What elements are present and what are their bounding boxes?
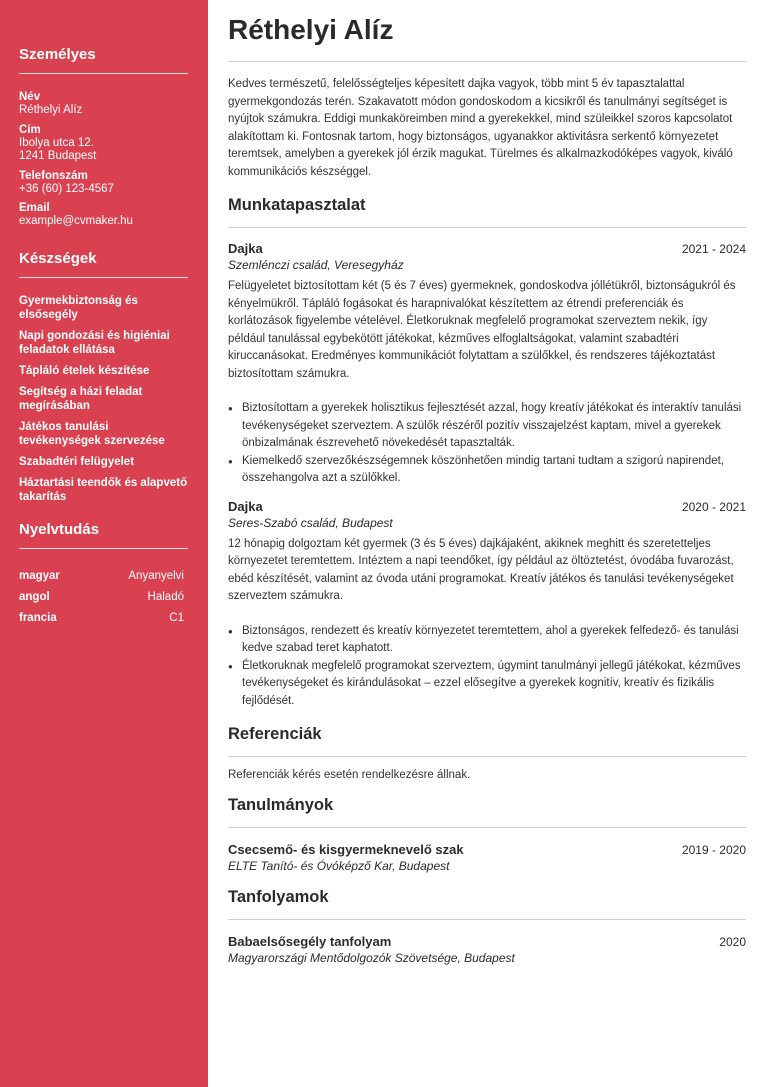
achievement-item: ● Biztosítottam a gyerekek holisztikus fejlesztését azzal, hogy kreatív játékokat és interaktív tanulási tevékenységeket szerveztem. A szülők részéről pozitív visszajelzést kaptam, mivel a gyerekek önbizalmának észrevehető növekedését tapasztalták. (228, 400, 746, 453)
main-content (228, 0, 746, 965)
references-section-title: Referenciák (228, 725, 746, 757)
address-line-1: Ibolya utca 12. (19, 136, 94, 149)
page-title: Réthelyi Alíz (228, 13, 746, 62)
achievement-item: ● Biztonságos, rendezett és kreatív környezetet teremtettem, ahol a gyerekek felfedező- és tanulási kedve szabad teret kaphatott. (228, 623, 746, 658)
references-text: Referenciák kérés esetén rendelkezésre állnak. (228, 769, 471, 781)
job-title: Dajka (228, 241, 263, 256)
job-employer: Szemlénczi család, Veresegyház (228, 258, 404, 272)
job-description: 12 hónapig dolgoztam két gyermek (3 és 5 éves) dajkájaként, akiknek meghitt és szeretetteljes környezetet teremtettem. Intéztem a napi teendőket, így például az öltöztetést, óvodába fuvarozást, ebéd készítését, valamint az óvoda utáni programokat. Kreatív játékos és tanulási tevékenységeket szerveztem számukra. (228, 537, 734, 602)
course-entry (228, 934, 746, 965)
job-date: 2021 - 2024 (681, 242, 746, 256)
skills-list (19, 294, 188, 504)
language-row (19, 611, 188, 625)
language-row (19, 569, 188, 583)
courses-section-title: Tanfolyamok (228, 888, 746, 920)
language-name: angol (19, 590, 50, 603)
address-line-2: 1241 Budapest (19, 150, 97, 162)
skill-item: Gyermekbiztonság és elsősegély (19, 294, 138, 321)
experience-section-title: Munkatapasztalat (228, 196, 746, 228)
name-value: Réthelyi Alíz (19, 104, 83, 116)
job-entry (228, 499, 746, 711)
skill-item: Szabadtéri felügyelet (19, 455, 135, 468)
language-name: francia (19, 611, 57, 624)
skill-item: Segítség a házi feladat megírásában (19, 385, 143, 412)
profile-summary: Kedves természetű, felelősségteljes képesített dajka vagyok, több mint 5 év tapasztalattal gyermekgondozás terén. Szakavatott módon gondoskodom a kicsikről és tanulmányi segítséget is nyújtok számukra. Eddigi munkaköreimben mind a gyerekekkel, mind szüleikkel szoros kapcsolatot alakítottam ki. Fontosnak tartom, hogy biztonságos, ugyanakkor aktivitásra serkentő környezetet teremtsek, amelyben a gyerekek jól érzik magukat. Türelmes és alkalmazkodóképes vagyok, kiváló kommunikációs készséggel. (228, 78, 733, 178)
achievement-item: ● Kiemelkedő szervezőkészségemnek köszönhetően mindig tartani tudtam a szigorú napirendet, összehangolva azt a szülőkkel. (228, 453, 746, 488)
personal-info (19, 91, 188, 229)
phone-value: +36 (60) 123-4567 (19, 182, 114, 195)
personal-section-title: Személyes (19, 0, 188, 74)
name-label: Név (19, 91, 41, 103)
achievement-item: ● Életkoruknak megfelelő programokat szerveztem, úgymint tanulmányi jellegű játékokat, kézműves tevékenységeket és kirándulásokat – ezzel elősegítve a gyerekek kognitív, kreatív és fizikális fejlődését. (228, 658, 746, 711)
skill-item: Napi gondozási és higiéniai feladatok ellátása (19, 329, 170, 356)
job-description: Felügyeletet biztosítottam két (5 és 7 éves) gyermeknek, gondoskodva jóllétükről, biztonságukról és kényelmükről. Tápláló fogásokat és harapnivalókat készítettem az étrendi preferenciák és korlátozások figyelembe vételével. Életkoruknak megfelelő programokat szerveztem nekik, így például tanulással egybekötött játékokat, kézműves elfoglaltságokat, valamint szabadtéri kiruccanásokat. Eredményes kommunikációt folytattam a szülőkkel, és rendszeres tájékoztatást biztosítottam számukra. (228, 280, 736, 380)
languages-section-title: Nyelvtudás (19, 521, 188, 549)
language-level: Anyanyelvi (128, 569, 184, 582)
skill-item: Háztartási teendők és alapvető takarítás (19, 476, 188, 503)
course-title: Babaelsősegély tanfolyam (228, 934, 392, 949)
language-row (19, 590, 188, 604)
language-name: magyar (19, 569, 60, 582)
education-institution: ELTE Tanító- és Óvóképző Kar, Budapest (228, 859, 450, 873)
job-date: 2020 - 2021 (681, 499, 746, 514)
education-title: Csecsemő- és kisgyermeknevelő szak (228, 842, 464, 857)
sidebar (0, 0, 208, 1087)
job-employer: Seres-Szabó család, Budapest (228, 515, 393, 530)
phone-label: Telefonszám (19, 169, 88, 182)
course-date: 2020 (719, 935, 746, 949)
course-institution: Magyarországi Mentődolgozók Szövetsége, Budapest (228, 951, 515, 965)
email-value[interactable]: example@cvmaker.hu (19, 215, 133, 227)
job-achievements (228, 400, 746, 488)
address-label: Cím (19, 123, 41, 136)
language-level: C1 (169, 611, 184, 624)
skill-item: Játékos tanulási tevékenységek szervezése (19, 420, 165, 447)
job-title: Dajka (228, 498, 263, 514)
job-entry (228, 241, 746, 488)
education-section-title: Tanulmányok (228, 796, 746, 828)
languages-list (19, 569, 188, 625)
education-date: 2019 - 2020 (681, 843, 746, 857)
skill-item: Tápláló ételek készítése (19, 364, 150, 377)
education-entry (228, 842, 746, 873)
language-level: Haladó (147, 590, 184, 603)
skills-section-title: Készségek (19, 250, 188, 278)
job-achievements (228, 623, 746, 711)
email-label: Email (19, 202, 50, 214)
